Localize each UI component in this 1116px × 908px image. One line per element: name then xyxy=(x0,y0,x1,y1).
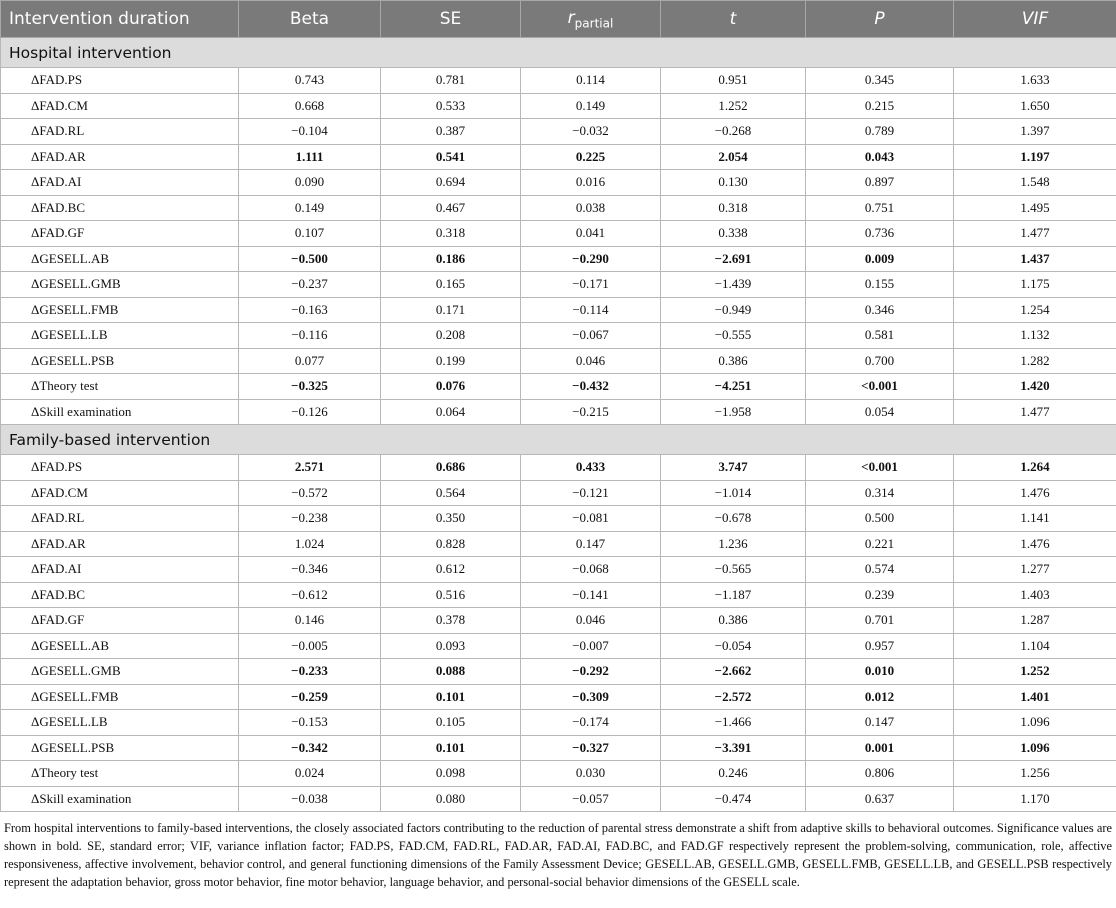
cell-value: 0.314 xyxy=(806,480,954,506)
cell-value: 0.080 xyxy=(381,786,521,812)
header-vif-text: VIF xyxy=(1021,9,1049,29)
cell-value: 0.574 xyxy=(806,557,954,583)
cell-value: 0.101 xyxy=(381,735,521,761)
cell-value: 0.105 xyxy=(381,710,521,736)
cell-value: 1.397 xyxy=(954,119,1116,145)
table-row xyxy=(1,761,1116,787)
row-label: ΔGESELL.GMB xyxy=(1,659,239,685)
table-row xyxy=(1,374,1116,400)
row-label: ΔGESELL.PSB xyxy=(1,735,239,761)
cell-value: 0.199 xyxy=(381,348,521,374)
header-row xyxy=(1,1,1116,38)
cell-value: −0.259 xyxy=(239,684,381,710)
cell-value: −3.391 xyxy=(661,735,806,761)
cell-value: −0.237 xyxy=(239,272,381,298)
cell-value: −0.068 xyxy=(521,557,661,583)
section-header-row xyxy=(1,425,1116,455)
cell-value: −0.005 xyxy=(239,633,381,659)
row-label: ΔFAD.AI xyxy=(1,557,239,583)
cell-value: 0.215 xyxy=(806,93,954,119)
table-row xyxy=(1,221,1116,247)
row-label: ΔGESELL.FMB xyxy=(1,684,239,710)
row-label: ΔTheory test xyxy=(1,761,239,787)
cell-value: 0.806 xyxy=(806,761,954,787)
cell-value: 1.633 xyxy=(954,68,1116,94)
cell-value: 0.668 xyxy=(239,93,381,119)
table-row xyxy=(1,633,1116,659)
cell-value: −0.116 xyxy=(239,323,381,349)
cell-value: −0.342 xyxy=(239,735,381,761)
cell-value: 0.736 xyxy=(806,221,954,247)
header-intervention-duration: Intervention duration xyxy=(1,1,239,38)
table-row xyxy=(1,399,1116,425)
header-beta: Beta xyxy=(239,1,381,38)
cell-value: 1.141 xyxy=(954,506,1116,532)
cell-value: 1.477 xyxy=(954,399,1116,425)
cell-value: 1.252 xyxy=(954,659,1116,685)
row-label: ΔFAD.PS xyxy=(1,68,239,94)
cell-value: −0.163 xyxy=(239,297,381,323)
row-label: ΔGESELL.LB xyxy=(1,323,239,349)
table-row xyxy=(1,480,1116,506)
cell-value: 0.318 xyxy=(661,195,806,221)
header-r: r xyxy=(567,7,575,28)
cell-value: 1.282 xyxy=(954,348,1116,374)
table-row xyxy=(1,195,1116,221)
cell-value: 0.225 xyxy=(521,144,661,170)
cell-value: 0.564 xyxy=(381,480,521,506)
row-label: ΔFAD.AI xyxy=(1,170,239,196)
cell-value: 0.043 xyxy=(806,144,954,170)
cell-value: 1.254 xyxy=(954,297,1116,323)
row-label: ΔFAD.BC xyxy=(1,582,239,608)
section-title: Hospital intervention xyxy=(1,38,1116,68)
cell-value: −0.432 xyxy=(521,374,661,400)
header-p xyxy=(806,1,954,38)
table-row xyxy=(1,170,1116,196)
cell-value: −0.067 xyxy=(521,323,661,349)
cell-value: 0.024 xyxy=(239,761,381,787)
cell-value: 0.694 xyxy=(381,170,521,196)
header-t xyxy=(661,1,806,38)
cell-value: −0.238 xyxy=(239,506,381,532)
cell-value: 0.149 xyxy=(239,195,381,221)
cell-value: 0.541 xyxy=(381,144,521,170)
table-row xyxy=(1,68,1116,94)
row-label: ΔFAD.AR xyxy=(1,144,239,170)
cell-value: 0.012 xyxy=(806,684,954,710)
cell-value: 0.064 xyxy=(381,399,521,425)
cell-value: 0.147 xyxy=(521,531,661,557)
table-row xyxy=(1,582,1116,608)
cell-value: 0.346 xyxy=(806,297,954,323)
cell-value: 1.476 xyxy=(954,480,1116,506)
table-footnote: From hospital interventions to family-based interventions, the closely associated factors contributing to the reduction of parental stress demonstrate a shift from adaptive skills to behavioral outcomes. Significance values are shown in bold. SE, standard error; VIF, variance inflation factor; FAD.PS, FAD.CM, FAD.RL, FAD.AR, FAD.AI, FAD.BC, and FAD.GF respectively represent the problem-solving, communication, role, affective responsiveness, affective involvement, behavior control, and general functioning dimensions of the Family Assessment Device; GESELL.AB, GESELL.GMB, GESELL.FMB, GESELL.LB, and GESELL.PSB respectively represent the adaptation behavior, gross motor behavior, fine motor behavior, language behavior, and personal-social behavior dimensions of the GESELL scale. xyxy=(4,821,1112,889)
cell-value: 0.171 xyxy=(381,297,521,323)
cell-value: 3.747 xyxy=(661,455,806,481)
cell-value: 0.686 xyxy=(381,455,521,481)
header-p-text: P xyxy=(874,9,885,29)
table-row xyxy=(1,119,1116,145)
cell-value: −0.268 xyxy=(661,119,806,145)
cell-value: 0.046 xyxy=(521,608,661,634)
cell-value: 0.828 xyxy=(381,531,521,557)
table-row xyxy=(1,93,1116,119)
row-label: ΔFAD.RL xyxy=(1,119,239,145)
cell-value: −1.439 xyxy=(661,272,806,298)
cell-value: 0.386 xyxy=(661,608,806,634)
cell-value: −0.032 xyxy=(521,119,661,145)
cell-value: −0.555 xyxy=(661,323,806,349)
cell-value: −0.474 xyxy=(661,786,806,812)
row-label: ΔGESELL.FMB xyxy=(1,297,239,323)
table-row xyxy=(1,531,1116,557)
table-row xyxy=(1,710,1116,736)
cell-value: 0.098 xyxy=(381,761,521,787)
cell-value: 1.277 xyxy=(954,557,1116,583)
cell-value: 0.951 xyxy=(661,68,806,94)
cell-value: −1.466 xyxy=(661,710,806,736)
cell-value: 0.345 xyxy=(806,68,954,94)
cell-value: −0.309 xyxy=(521,684,661,710)
cell-value: −0.325 xyxy=(239,374,381,400)
cell-value: −2.572 xyxy=(661,684,806,710)
cell-value: −4.251 xyxy=(661,374,806,400)
section-header-row xyxy=(1,38,1116,68)
cell-value: 1.175 xyxy=(954,272,1116,298)
cell-value: 1.170 xyxy=(954,786,1116,812)
row-label: ΔFAD.CM xyxy=(1,93,239,119)
cell-value: 0.146 xyxy=(239,608,381,634)
cell-value: 1.264 xyxy=(954,455,1116,481)
cell-value: 1.420 xyxy=(954,374,1116,400)
cell-value: 0.701 xyxy=(806,608,954,634)
cell-value: 0.957 xyxy=(806,633,954,659)
row-label: ΔFAD.PS xyxy=(1,455,239,481)
cell-value: 0.378 xyxy=(381,608,521,634)
cell-value: 0.041 xyxy=(521,221,661,247)
cell-value: −0.007 xyxy=(521,633,661,659)
cell-value: 0.789 xyxy=(806,119,954,145)
cell-value: 1.256 xyxy=(954,761,1116,787)
cell-value: 0.781 xyxy=(381,68,521,94)
cell-value: −0.057 xyxy=(521,786,661,812)
row-label: ΔTheory test xyxy=(1,374,239,400)
cell-value: −0.233 xyxy=(239,659,381,685)
cell-value: −0.171 xyxy=(521,272,661,298)
row-label: ΔFAD.AR xyxy=(1,531,239,557)
cell-value: 0.147 xyxy=(806,710,954,736)
cell-value: 1.111 xyxy=(239,144,381,170)
cell-value: −0.121 xyxy=(521,480,661,506)
table-row xyxy=(1,506,1116,532)
header-r-partial xyxy=(521,1,661,38)
cell-value: −1.014 xyxy=(661,480,806,506)
cell-value: 0.700 xyxy=(806,348,954,374)
cell-value: 1.132 xyxy=(954,323,1116,349)
cell-value: −0.565 xyxy=(661,557,806,583)
section-title: Family-based intervention xyxy=(1,425,1116,455)
cell-value: −1.187 xyxy=(661,582,806,608)
cell-value: 2.054 xyxy=(661,144,806,170)
table-row xyxy=(1,246,1116,272)
cell-value: 1.252 xyxy=(661,93,806,119)
row-label: ΔFAD.GF xyxy=(1,608,239,634)
cell-value: 0.001 xyxy=(806,735,954,761)
cell-value: 0.221 xyxy=(806,531,954,557)
cell-value: −0.081 xyxy=(521,506,661,532)
cell-value: 1.495 xyxy=(954,195,1116,221)
cell-value: <0.001 xyxy=(806,455,954,481)
cell-value: 0.009 xyxy=(806,246,954,272)
cell-value: −0.174 xyxy=(521,710,661,736)
cell-value: 1.650 xyxy=(954,93,1116,119)
table-row xyxy=(1,735,1116,761)
cell-value: 0.101 xyxy=(381,684,521,710)
cell-value: 1.104 xyxy=(954,633,1116,659)
cell-value: −0.126 xyxy=(239,399,381,425)
table-row xyxy=(1,348,1116,374)
cell-value: 0.581 xyxy=(806,323,954,349)
cell-value: 0.186 xyxy=(381,246,521,272)
cell-value: 0.612 xyxy=(381,557,521,583)
cell-value: 0.897 xyxy=(806,170,954,196)
row-label: ΔGESELL.AB xyxy=(1,633,239,659)
cell-value: 0.010 xyxy=(806,659,954,685)
cell-value: −0.500 xyxy=(239,246,381,272)
cell-value: 2.571 xyxy=(239,455,381,481)
cell-value: 0.350 xyxy=(381,506,521,532)
row-label: ΔGESELL.LB xyxy=(1,710,239,736)
cell-value: 0.107 xyxy=(239,221,381,247)
cell-value: 0.467 xyxy=(381,195,521,221)
cell-value: 0.038 xyxy=(521,195,661,221)
header-r-subscript: partial xyxy=(574,16,614,31)
cell-value: 1.548 xyxy=(954,170,1116,196)
cell-value: 0.165 xyxy=(381,272,521,298)
cell-value: 0.246 xyxy=(661,761,806,787)
row-label: ΔSkill examination xyxy=(1,399,239,425)
cell-value: 0.077 xyxy=(239,348,381,374)
cell-value: 0.093 xyxy=(381,633,521,659)
cell-value: 0.751 xyxy=(806,195,954,221)
cell-value: 1.197 xyxy=(954,144,1116,170)
cell-value: 0.386 xyxy=(661,348,806,374)
cell-value: 0.208 xyxy=(381,323,521,349)
cell-value: 1.401 xyxy=(954,684,1116,710)
cell-value: <0.001 xyxy=(806,374,954,400)
table-row xyxy=(1,608,1116,634)
cell-value: −0.327 xyxy=(521,735,661,761)
cell-value: −0.292 xyxy=(521,659,661,685)
cell-value: −2.662 xyxy=(661,659,806,685)
table-row xyxy=(1,144,1116,170)
cell-value: −0.054 xyxy=(661,633,806,659)
row-label: ΔGESELL.AB xyxy=(1,246,239,272)
cell-value: 0.046 xyxy=(521,348,661,374)
cell-value: 1.236 xyxy=(661,531,806,557)
cell-value: 1.024 xyxy=(239,531,381,557)
cell-value: −0.141 xyxy=(521,582,661,608)
row-label: ΔSkill examination xyxy=(1,786,239,812)
header-se: SE xyxy=(381,1,521,38)
cell-value: 1.403 xyxy=(954,582,1116,608)
cell-value: 0.149 xyxy=(521,93,661,119)
cell-value: 0.387 xyxy=(381,119,521,145)
cell-value: −0.290 xyxy=(521,246,661,272)
cell-value: 0.030 xyxy=(521,761,661,787)
header-t-text: t xyxy=(729,9,737,29)
cell-value: 0.433 xyxy=(521,455,661,481)
cell-value: −0.612 xyxy=(239,582,381,608)
row-label: ΔGESELL.PSB xyxy=(1,348,239,374)
cell-value: −0.346 xyxy=(239,557,381,583)
cell-value: 0.016 xyxy=(521,170,661,196)
table-row xyxy=(1,786,1116,812)
cell-value: 1.477 xyxy=(954,221,1116,247)
cell-value: 0.533 xyxy=(381,93,521,119)
cell-value: −0.038 xyxy=(239,786,381,812)
cell-value: 0.318 xyxy=(381,221,521,247)
cell-value: 0.239 xyxy=(806,582,954,608)
cell-value: 1.287 xyxy=(954,608,1116,634)
cell-value: 1.096 xyxy=(954,735,1116,761)
cell-value: 0.088 xyxy=(381,659,521,685)
cell-value: −0.114 xyxy=(521,297,661,323)
cell-value: −0.949 xyxy=(661,297,806,323)
cell-value: 0.338 xyxy=(661,221,806,247)
cell-value: 0.114 xyxy=(521,68,661,94)
table-body xyxy=(1,38,1116,812)
cell-value: 0.054 xyxy=(806,399,954,425)
cell-value: 0.090 xyxy=(239,170,381,196)
table-row xyxy=(1,659,1116,685)
cell-value: 1.437 xyxy=(954,246,1116,272)
cell-value: 0.637 xyxy=(806,786,954,812)
row-label: ΔFAD.BC xyxy=(1,195,239,221)
table-row xyxy=(1,272,1116,298)
row-label: ΔFAD.RL xyxy=(1,506,239,532)
table-row xyxy=(1,557,1116,583)
row-label: ΔFAD.GF xyxy=(1,221,239,247)
table-row xyxy=(1,297,1116,323)
cell-value: −0.215 xyxy=(521,399,661,425)
cell-value: 0.743 xyxy=(239,68,381,94)
cell-value: 0.130 xyxy=(661,170,806,196)
cell-value: −0.104 xyxy=(239,119,381,145)
cell-value: −0.678 xyxy=(661,506,806,532)
row-label: ΔFAD.CM xyxy=(1,480,239,506)
cell-value: 1.476 xyxy=(954,531,1116,557)
table-row xyxy=(1,323,1116,349)
table-row xyxy=(1,455,1116,481)
table-row xyxy=(1,684,1116,710)
header-vif xyxy=(954,1,1116,38)
cell-value: −1.958 xyxy=(661,399,806,425)
cell-value: −0.572 xyxy=(239,480,381,506)
cell-value: −2.691 xyxy=(661,246,806,272)
cell-value: 0.500 xyxy=(806,506,954,532)
row-label: ΔGESELL.GMB xyxy=(1,272,239,298)
cell-value: 0.516 xyxy=(381,582,521,608)
cell-value: 0.155 xyxy=(806,272,954,298)
cell-value: 0.076 xyxy=(381,374,521,400)
cell-value: 1.096 xyxy=(954,710,1116,736)
cell-value: −0.153 xyxy=(239,710,381,736)
